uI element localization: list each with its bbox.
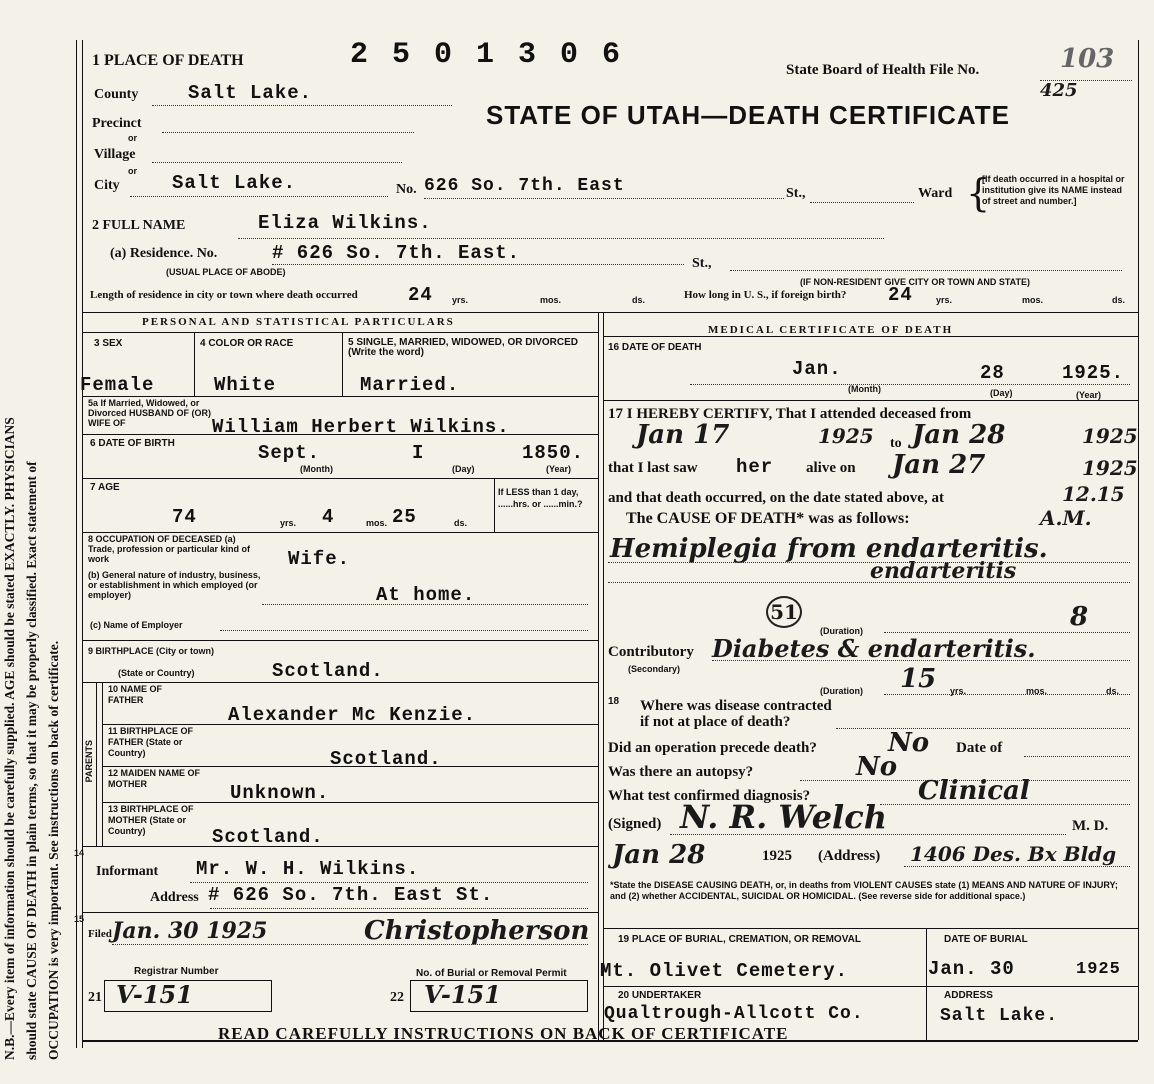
left-border-inner xyxy=(82,40,83,1048)
death-occurred-label: and that death occurred, on the date stated above, at xyxy=(608,490,944,506)
undertaker-address-value: Salt Lake. xyxy=(940,1006,1059,1026)
duration-secondary: 15 xyxy=(900,664,937,694)
filed-label: Filed xyxy=(88,928,112,940)
parents-label: PARENTS xyxy=(84,740,94,783)
physician-address-value: 1406 Des. Bx Bldg xyxy=(910,842,1117,866)
undertaker-label: 20 UNDERTAKER xyxy=(618,990,702,1001)
mother-birthplace-label: 13 BIRTHPLACE OF MOTHER (State or Country) xyxy=(108,804,194,836)
burial-place-value: Mt. Olivet Cemetery. xyxy=(600,960,849,982)
contributory-label: Contributory xyxy=(608,644,694,660)
signed-date: Jan 28 xyxy=(612,840,706,870)
dod-label: 16 DATE OF DEATH xyxy=(608,342,702,353)
cause-of-death-label: The CAUSE OF DEATH* was as follows: xyxy=(626,510,910,527)
medical-section-title: MEDICAL CERTIFICATE OF DEATH xyxy=(708,324,954,336)
personal-section-title: PERSONAL AND STATISTICAL PARTICULARS xyxy=(142,316,455,328)
where-contracted-label: Where was disease contracted xyxy=(640,698,832,714)
cause-of-death: Hemiplegia from endarteritis. xyxy=(610,534,1048,564)
marital-value: Married. xyxy=(360,374,460,396)
file-number-label: State Board of Health File No. xyxy=(786,62,980,78)
column-divider xyxy=(598,312,599,1040)
residence-st-label: St., xyxy=(692,256,712,271)
street-value: 626 So. 7th. East xyxy=(424,176,625,196)
informant-value: Mr. W. H. Wilkins. xyxy=(196,858,420,880)
cause-code: 51 xyxy=(766,596,802,628)
operation-date-label: Date of xyxy=(956,740,1003,756)
signed-label: (Signed) xyxy=(608,816,662,832)
dod-day: 28 xyxy=(980,362,1005,384)
father-birthplace-value: Scotland. xyxy=(330,748,442,770)
mother-name-value: Unknown. xyxy=(230,782,330,804)
autopsy-label: Was there an autopsy? xyxy=(608,764,754,780)
physician-signature: N. R. Welch xyxy=(680,798,887,836)
time-in-us-label: How long in U. S., if foreign birth? xyxy=(684,289,847,301)
birthplace-label: 9 BIRTHPLACE (City or town) xyxy=(88,646,214,656)
sex-value: Female xyxy=(80,374,155,396)
file-number: 103 xyxy=(1060,44,1115,74)
attended-to-date: Jan 28 xyxy=(912,420,1006,450)
father-name-label: 10 NAME OF FATHER xyxy=(108,684,163,705)
usual-place-caption: (USUAL PLACE OF ABODE) xyxy=(166,267,286,277)
industry-label: (b) General nature of industry, business, or establishment in which employed (or employer) xyxy=(88,570,261,600)
informant-address-value: # 626 So. 7th. East St. xyxy=(208,884,494,906)
test-value: Clinical xyxy=(918,776,1030,806)
duration-primary: 8 xyxy=(1070,602,1089,632)
where-contracted-label2: if not at place of death? xyxy=(640,714,791,730)
operation-label: Did an operation precede death? xyxy=(608,740,817,756)
age-label: 7 AGE xyxy=(90,482,120,493)
physician-address-label: (Address) xyxy=(818,848,881,864)
county-value: Salt Lake. xyxy=(188,82,313,104)
autopsy-value: No xyxy=(856,752,898,782)
burial-date-value: Jan. 30 xyxy=(928,958,1015,980)
left-border xyxy=(76,40,77,1048)
alive-on-label: alive on xyxy=(806,460,856,476)
registrar-signature: Christopherson xyxy=(364,916,590,946)
or-2: or xyxy=(128,166,137,176)
side-note-line1: N.B.—Every item of information should be carefully supplied. AGE should be stated EXACTLY. PHYSICIANS xyxy=(2,417,17,1060)
age-days: 25 xyxy=(392,506,417,528)
village-label: Village xyxy=(94,147,136,162)
dod-month: Jan. xyxy=(792,358,842,380)
md-label: M. D. xyxy=(1072,818,1109,834)
alive-on-year: 1925 xyxy=(1082,456,1138,480)
age-years: 74 xyxy=(172,506,197,528)
dob-day: I xyxy=(412,442,425,464)
sex-label: 3 SEX xyxy=(94,338,123,349)
full-name-value: Eliza Wilkins. xyxy=(258,212,432,234)
city-label: City xyxy=(94,178,120,193)
footer-instructions: READ CAREFULLY INSTRUCTIONS ON BACK OF CERTIFICATE xyxy=(218,1024,789,1043)
industry-value: At home. xyxy=(376,584,476,606)
burial-place-label: 19 PLACE OF BURIAL, CREMATION, OR REMOVAL xyxy=(618,934,861,945)
father-birthplace-label: 11 BIRTHPLACE OF FATHER (State or Country) xyxy=(108,726,194,758)
registrar-number-label: Registrar Number xyxy=(134,966,219,977)
burial-permit-label: No. of Burial or Removal Permit xyxy=(416,968,567,979)
color-label: 4 COLOR OR RACE xyxy=(200,338,294,349)
dob-year: 1850. xyxy=(522,442,585,464)
alive-on-date: Jan 27 xyxy=(892,450,986,480)
undertaker-address-label: ADDRESS xyxy=(944,990,993,1001)
dod-year: 1925. xyxy=(1062,362,1125,384)
burial-date-label: DATE OF BURIAL xyxy=(944,934,1028,945)
ward-brace: { xyxy=(966,171,991,215)
less-than-day-label: If LESS than 1 day, ......hrs. or ......min.? xyxy=(498,487,583,509)
burial-permit-value: V-151 xyxy=(424,980,501,1009)
county-label: County xyxy=(94,87,139,102)
signed-year: 1925 xyxy=(762,848,792,864)
last-saw-label: that I last saw xyxy=(608,460,698,476)
residence-value: # 626 So. 7th. East. xyxy=(272,242,521,264)
color-value: White xyxy=(214,374,277,396)
nonresident-caption: (IF NON-RESIDENT GIVE CITY OR TOWN AND STATE) xyxy=(800,277,1031,287)
right-border xyxy=(1138,40,1139,1040)
length-residence-value: 24 xyxy=(408,284,433,306)
certificate-number: 2 5 0 1 3 0 6 xyxy=(350,38,624,72)
registrar-number-value: V-151 xyxy=(116,980,193,1009)
dob-label: 6 DATE OF BIRTH xyxy=(90,438,175,449)
mother-birthplace-value: Scotland. xyxy=(212,826,324,848)
last-saw-pronoun: her xyxy=(736,456,774,478)
death-time: 12.15 xyxy=(1062,482,1125,506)
side-note-line2: should state CAUSE OF DEATH in plain terms, so that it may be properly classified. Exact statement of xyxy=(24,461,39,1060)
attended-to-year: 1925 xyxy=(1082,424,1138,448)
side-instructions xyxy=(2,60,72,1060)
time-in-us-value: 24 xyxy=(888,284,913,306)
spouse-label: 5a If Married, Widowed, or Divorced HUSBAND OF (OR) WIFE OF xyxy=(88,398,212,428)
burial-year: 1925 xyxy=(1076,960,1121,979)
certificate-title: STATE OF UTAH—DEATH CERTIFICATE xyxy=(486,100,1010,130)
occupation-value: Wife. xyxy=(288,548,351,570)
street-no-label: No. xyxy=(396,182,417,197)
attended-from-date: Jan 17 xyxy=(636,420,730,450)
informant-label: Informant xyxy=(96,864,159,879)
street-st-label: St., xyxy=(786,186,806,201)
father-name-value: Alexander Mc Kenzie. xyxy=(228,704,477,726)
contributory-cause: Diabetes & endarteritis. xyxy=(712,634,1036,663)
undertaker-value: Qualtrough-Allcott Co. xyxy=(604,1004,864,1024)
city-value: Salt Lake. xyxy=(172,172,297,194)
test-label: What test confirmed diagnosis? xyxy=(608,788,811,804)
occupation-label: 8 OCCUPATION OF DECEASED (a) Trade, profession or particular kind of work xyxy=(88,534,251,564)
attended-from-year: 1925 xyxy=(818,424,874,448)
residence-label: (a) Residence. No. xyxy=(110,246,218,261)
side-note-line3: OCCUPATION is very important. See instructions on back of certificate. xyxy=(46,640,61,1060)
ward-note: [If death occurred in a hospital or institution give its NAME instead of street and number.] xyxy=(982,174,1125,206)
length-residence-label: Length of residence in city or town where death occurred xyxy=(90,289,358,301)
file-number-secondary: 425 xyxy=(1040,80,1078,101)
mother-name-label: 12 MAIDEN NAME OF MOTHER xyxy=(108,768,201,789)
spouse-value: William Herbert Wilkins. xyxy=(212,416,510,438)
full-name-label: 2 FULL NAME xyxy=(92,218,186,233)
operation-value: No xyxy=(888,728,930,758)
age-months: 4 xyxy=(322,506,335,528)
birthplace-value: Scotland. xyxy=(272,660,384,682)
filed-date: Jan. 30 1925 xyxy=(112,918,268,944)
ward-label: Ward xyxy=(918,186,953,201)
place-of-death-label: 1 PLACE OF DEATH xyxy=(92,52,244,69)
employer-label: (c) Name of Employer xyxy=(90,620,183,630)
am-pm: A.M. xyxy=(1040,506,1092,530)
precinct-label: Precinct xyxy=(92,116,142,131)
cause-of-death-line2: endarteritis xyxy=(870,558,1017,584)
cause-footnote: *State the DISEASE CAUSING DEATH, or, in deaths from VIOLENT CAUSES state (1) MEANS AND NATURE OF INJURY; and (2) whether ACCIDENTAL, SUICIDAL OR HOMICIDAL. (See reverse side for additional space.) xyxy=(610,880,1118,901)
marital-label: 5 SINGLE, MARRIED, WIDOWED, OR DIVORCED (Write the word) xyxy=(348,337,579,358)
dob-month: Sept. xyxy=(258,442,321,464)
certify-statement: 17 I HEREBY CERTIFY, That I attended deceased from xyxy=(608,406,972,422)
informant-address-label: Address xyxy=(150,890,199,905)
or-1: or xyxy=(128,133,137,143)
